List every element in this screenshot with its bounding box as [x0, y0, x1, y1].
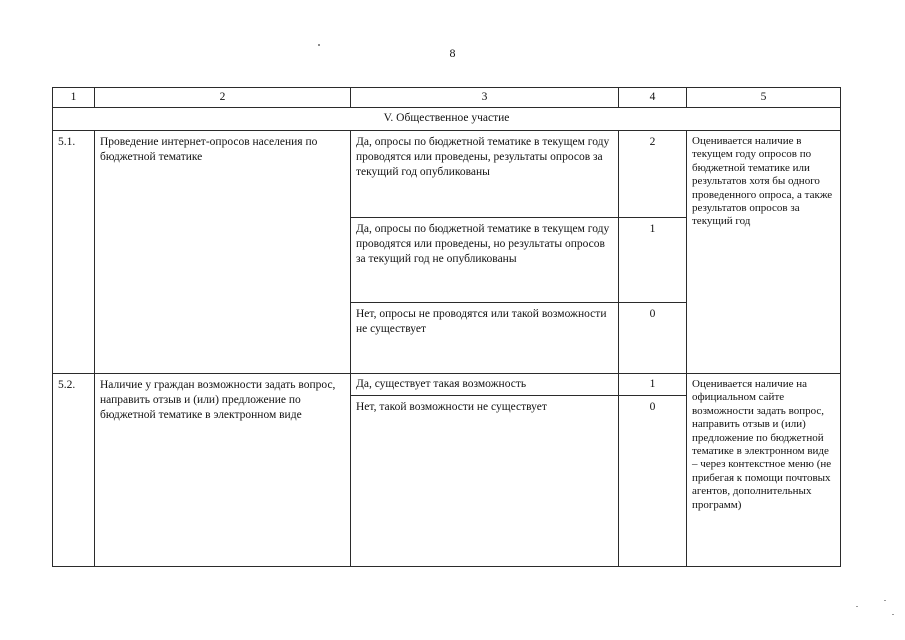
column-header: 2	[95, 88, 351, 108]
page-number: 8	[449, 46, 456, 60]
indicator-cell: Наличие у граждан возможности задать вопрос, направить отзыв и (или) предложение по бюджетной тематике в электронном виде	[95, 374, 351, 567]
score-cell: 1	[619, 374, 687, 396]
note-cell: Оценивается наличие в текущем году опросов по бюджетной тематике или результатов хотя бы одного проведенного опроса, а также результатов опросов за текущий год	[687, 131, 841, 374]
indicator-cell: Проведение интернет-опросов населения по бюджетной тематике	[95, 131, 351, 374]
scan-speck	[892, 614, 894, 615]
score-cell: 0	[619, 303, 687, 374]
section-title: V. Общественное участие	[53, 108, 841, 131]
option-cell: Нет, опросы не проводятся или такой возможности не существует	[351, 303, 619, 374]
scan-speck	[318, 44, 320, 46]
table-row	[53, 374, 841, 396]
table-row	[53, 131, 841, 218]
option-cell: Да, существует такая возможность	[351, 374, 619, 396]
column-header: 5	[687, 88, 841, 108]
row-number: 5.2.	[53, 374, 95, 567]
row-number: 5.1.	[53, 131, 95, 374]
scan-speck	[884, 600, 886, 601]
option-cell: Да, опросы по бюджетной тематике в текущем году проводятся или проведены, результаты опросов за текущий год опубликованы	[351, 131, 619, 218]
note-cell: Оценивается наличие на официальном сайте возможности задать вопрос, направить отзыв и (или) предложение по бюджетной тематике в электронном виде – через контекстное меню (не прибегая к помощи почтовых агентов, дополнительных программ)	[687, 374, 841, 567]
option-cell: Да, опросы по бюджетной тематике в текущем году проводятся или проведены, но результаты опросов за текущий год не опубликованы	[351, 218, 619, 303]
score-cell: 1	[619, 218, 687, 303]
column-header: 1	[53, 88, 95, 108]
section-row	[53, 108, 841, 131]
score-cell: 2	[619, 131, 687, 218]
option-cell: Нет, такой возможности не существует	[351, 396, 619, 567]
column-header: 3	[351, 88, 619, 108]
table-header-row	[53, 88, 841, 108]
criteria-table	[52, 87, 841, 567]
scan-speck	[856, 606, 858, 607]
column-header: 4	[619, 88, 687, 108]
score-cell: 0	[619, 396, 687, 567]
